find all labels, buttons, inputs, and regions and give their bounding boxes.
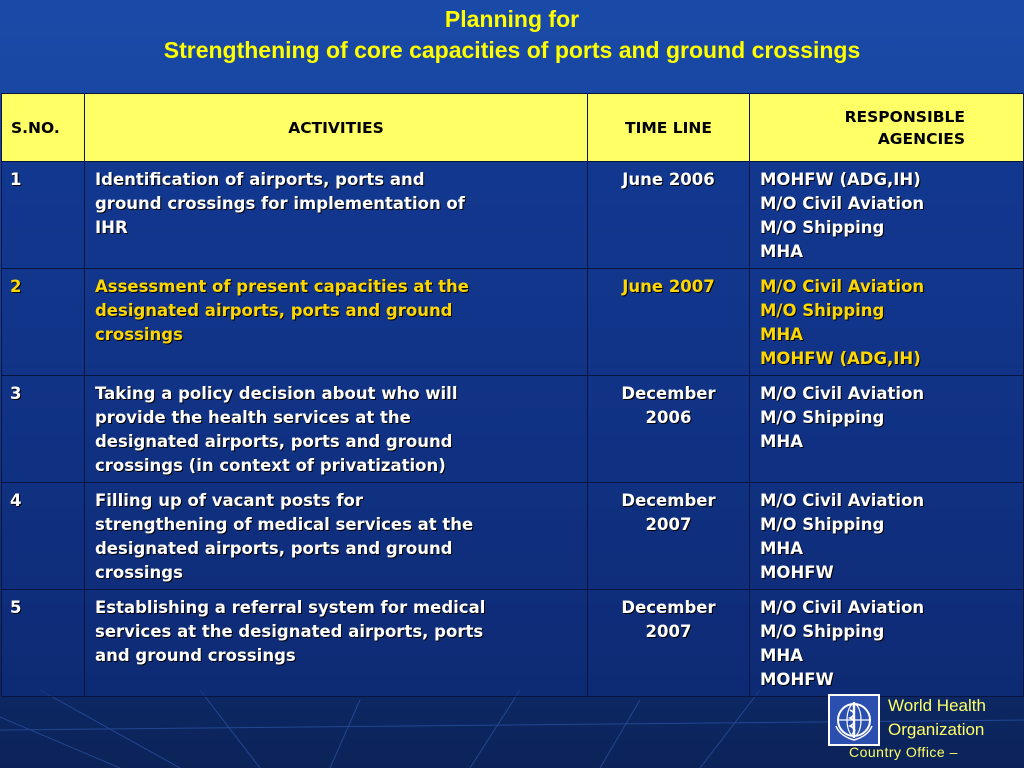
- time-line-text: 2006: [645, 408, 692, 427]
- header-time-line: TIME LINE: [588, 94, 750, 162]
- time-line-text: June 2006: [622, 170, 715, 189]
- agency-line: MHA: [760, 646, 803, 665]
- agency-line: M/O Shipping: [760, 218, 885, 237]
- activity-line: IHR: [95, 218, 128, 237]
- row-activity: [85, 162, 588, 269]
- header-responsible-line-2: AGENCIES: [877, 129, 965, 148]
- row-agencies: [750, 162, 1024, 269]
- agency-line: MHA: [760, 432, 803, 451]
- row-agencies: [750, 269, 1024, 376]
- title-line-1: Planning for: [444, 6, 580, 32]
- header-activities: ACTIVITIES: [85, 94, 588, 162]
- who-org-name: [888, 694, 986, 742]
- activity-line: crossings (in context of privatization): [95, 456, 446, 475]
- row-activity: [85, 483, 588, 590]
- row-time-line: [588, 376, 750, 483]
- planning-table: [1, 93, 1024, 697]
- agency-line: MHA: [760, 242, 803, 261]
- row-activity: [85, 269, 588, 376]
- activity-line: provide the health services at the: [95, 408, 411, 427]
- activity-line: ground crossings for implementation of: [95, 194, 465, 213]
- activity-line: and ground crossings: [95, 646, 296, 665]
- time-line-text: December: [621, 491, 716, 510]
- time-line-text: December: [621, 598, 716, 617]
- table-row: [2, 162, 1024, 269]
- row-time-line: [588, 162, 750, 269]
- agency-line: M/O Shipping: [760, 408, 885, 427]
- agency-line: M/O Civil Aviation: [760, 194, 925, 213]
- agency-line: M/O Civil Aviation: [760, 598, 925, 617]
- agency-line: M/O Civil Aviation: [760, 384, 925, 403]
- row-activity: [85, 590, 588, 697]
- agency-line: M/O Civil Aviation: [760, 491, 925, 510]
- agency-line: MOHFW (ADG,IH): [760, 170, 921, 189]
- row-sno: 5: [2, 590, 85, 697]
- header-sno: S.NO.: [2, 94, 85, 162]
- row-agencies: [750, 376, 1024, 483]
- time-line-text: June 2007: [622, 277, 715, 296]
- table-row: [2, 590, 1024, 697]
- activity-line: designated airports, ports and ground: [95, 301, 453, 320]
- row-time-line: [588, 269, 750, 376]
- activity-line: designated airports, ports and ground: [95, 432, 453, 451]
- who-org-line-1: World Health: [888, 696, 986, 715]
- activity-line: services at the designated airports, ports: [95, 622, 484, 641]
- activity-line: strengthening of medical services at the: [95, 515, 474, 534]
- activity-line: Assessment of present capacities at the: [95, 277, 469, 296]
- agency-line: M/O Shipping: [760, 622, 885, 641]
- activity-line: Establishing a referral system for medical: [95, 598, 486, 617]
- row-time-line: [588, 590, 750, 697]
- activity-line: crossings: [95, 563, 183, 582]
- agency-line: MOHFW: [760, 563, 834, 582]
- who-branding: [816, 692, 1016, 768]
- page-title: [0, 4, 1024, 66]
- time-line-text: December: [621, 384, 716, 403]
- table-row: [2, 483, 1024, 590]
- who-org-line-2: Organization: [888, 720, 985, 739]
- who-country-office: Country Office –: [849, 744, 958, 760]
- agency-line: MOHFW: [760, 670, 834, 689]
- agency-line: MOHFW (ADG,IH): [760, 349, 921, 368]
- header-responsible-agencies: [750, 94, 1024, 162]
- agency-line: MHA: [760, 325, 803, 344]
- row-sno: 2: [2, 269, 85, 376]
- title-line-2: Strengthening of core capacities of ports and ground crossings: [163, 37, 861, 63]
- activity-line: designated airports, ports and ground: [95, 539, 453, 558]
- row-activity: [85, 376, 588, 483]
- who-emblem-icon: [828, 694, 880, 746]
- activity-line: Identification of airports, ports and: [95, 170, 425, 189]
- row-agencies: [750, 483, 1024, 590]
- agency-line: M/O Shipping: [760, 301, 885, 320]
- activity-line: Filling up of vacant posts for: [95, 491, 364, 510]
- row-agencies: [750, 590, 1024, 697]
- agency-line: M/O Shipping: [760, 515, 885, 534]
- time-line-text: 2007: [645, 622, 692, 641]
- header-responsible-line-1: RESPONSIBLE: [844, 107, 965, 126]
- table-row: [2, 376, 1024, 483]
- agency-line: MHA: [760, 539, 803, 558]
- agency-line: M/O Civil Aviation: [760, 277, 925, 296]
- row-sno: 1: [2, 162, 85, 269]
- table-header-row: [2, 94, 1024, 162]
- time-line-text: 2007: [645, 515, 692, 534]
- row-sno: 3: [2, 376, 85, 483]
- activity-line: Taking a policy decision about who will: [95, 384, 458, 403]
- row-time-line: [588, 483, 750, 590]
- table-row: [2, 269, 1024, 376]
- activity-line: crossings: [95, 325, 183, 344]
- row-sno: 4: [2, 483, 85, 590]
